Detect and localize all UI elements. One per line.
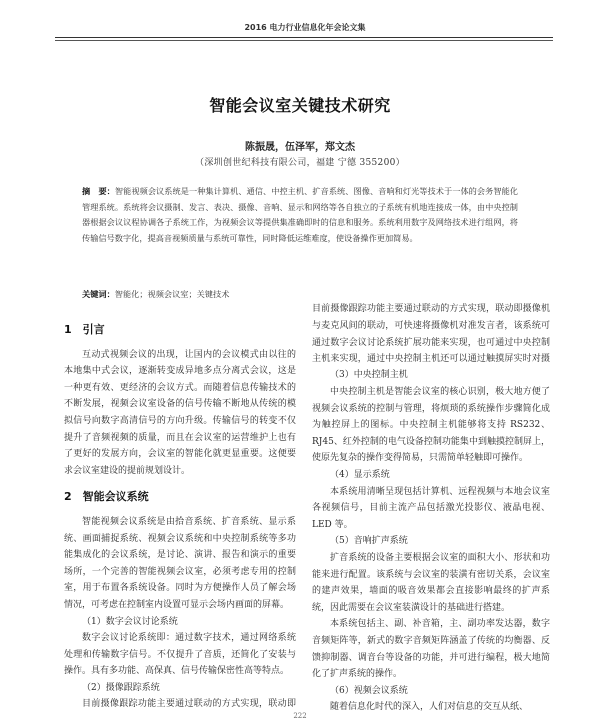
paragraph: 本系统包括主、副、补音箱，主、副功率发达器，数字音频矩阵等，新式的数字音频矩阵涵盖了传统的均衡器、反馈抑制器、调音台等设备的功能，并可进行编程，极大地简化了扩声系统的操作。 <box>312 619 550 680</box>
subsection-heading: （2）摄像跟踪系统 <box>82 682 160 693</box>
subsection-heading: （3）中央控制主机 <box>330 370 408 381</box>
paper-affiliation: （深圳创世纪科技有限公司，福建 宁德 355200） <box>195 158 405 168</box>
paragraph: 本系统用清晰呈现包括计算机、远程视频与本地会议室各视频信号，目前主流产品包括激光投影仪、液晶电视、LED 等。 <box>312 486 550 530</box>
left-column <box>64 318 296 712</box>
subsection-heading: （4）显示系统 <box>330 469 390 480</box>
paragraph: 目前摄像跟踪功能主要通过联动的方式实现，联动即 <box>82 699 296 710</box>
header-rule-thin <box>55 40 553 41</box>
right-column <box>312 304 550 716</box>
keywords-text: 智能化；视频会议室；关键技术 <box>114 289 230 299</box>
subsection-heading: （6）视频会议系统 <box>330 685 408 696</box>
keywords-label: 关键词： <box>82 289 115 299</box>
subsection-heading: （5）音响扩声系统 <box>330 536 408 547</box>
running-header: 2016 电力行业信息化年会论文集 <box>244 23 366 32</box>
paragraph: 随着信息化时代的深入，人们对信息的交互从纸、 <box>330 702 529 713</box>
paper-title: 智能会议室关键技术研究 <box>209 96 391 115</box>
paragraph: 数字会议讨论系统即：通过数字技术，通过网络系统处理和传输数字信号。不仅提升了音质，还简化了安装与操作。具有多功能、高保真、信号传输保密性高等特点。 <box>64 633 296 677</box>
abstract-label: 摘 要： <box>82 186 115 196</box>
paragraph: 目前摄像跟踪功能主要通过联动的方式实现，联动即摄像机与麦克风间的联动，可快速将摄像机对准发言者，该系统可通过数字会议讨论系统扩展功能来实现，也可通过中央控制主机来实现，通过中央控制主机还可以通过触摸屏实时对摄 <box>312 304 550 365</box>
subsection-heading: （1）数字会议讨论系统 <box>82 616 178 627</box>
paragraph: 互动式视频会议的出现，让国内的会议模式由以往的本地集中式会议，逐渐转变成异地多点分离式会议，这是一种更有效、更经济的会议方式。而随着信息传输技术的不断发展，视频会议室设备的信号传输不断地从传统的模拟信号向数字高清信号的方向升级。传输信号的转变不仅提升了音频视频的质量，而且在会议室的运营维护上也有了更好的发展方向，会议室的智能化就更显重要。这便要求会议室建设的提前规划设计。 <box>64 349 296 476</box>
abstract-text: 智能视频会议系统是一种集计算机、通信、中控主机、扩音系统、图像、音响和灯光等技术于一体的会务智能化管理系统。系统将会议摄制、发言、表决、摄像、音响、显示和网络等各自独立的子系统有机地连接成一体，由中央控制器根据会议议程协调各子系统工作，为视频会议等提供集准确即时的信息和服务。系统利用数字及网络技术进行组网，将传输信号数字化，提高音视频质量与系统可靠性，同时降低运维难度，使设备操作更加简易。 <box>82 186 518 243</box>
keywords <box>82 289 518 300</box>
paragraph: 中央控制主机是智能会议室的核心识别，极大地方便了视频会议系统的控制与管理，将烦琐的系统操作步骤简化成为触控屏上的图标。中央控制主机能够将支持 RS232、RJ45、红外控制的电气设备控制功能集中到触摸控制屏上，使原先复杂的操作变得简易，只需简单轻触即可操作。 <box>312 387 550 464</box>
page-number: 222 <box>293 712 307 720</box>
paper-authors: 陈振晟，伍泽军，郑文杰 <box>245 142 355 153</box>
section-heading-system: 2 智能会议系统 <box>64 490 149 504</box>
paragraph: 智能视频会议系统是由拾音系统、扩音系统、显示系统、画面捕捉系统、视频会议系统和中央控制系统等多功能集成化的会议系统，是讨论、演讲、报告和演示的重要场所，一个完善的智能视频会议室，必须考虑专用的控制室，用于布置各系统设备。同时为方便操作人员了解会场情况，可考虑在控制室内设置可显示会场内画面的屏幕。 <box>64 516 296 610</box>
section-heading-intro: 1 引言 <box>64 323 105 336</box>
paragraph: 扩音系统的设备主要根据会议室的面积大小、形状和功能来进行配置。该系统与会议室的装潢有密切关系，会议室的建声效果，墙面的吸音效果都会直接影响最终的扩声系统，因此需要在会议室装潢设计的基础进行搭建。 <box>312 552 550 613</box>
abstract <box>82 184 518 246</box>
header-rule <box>55 37 553 38</box>
